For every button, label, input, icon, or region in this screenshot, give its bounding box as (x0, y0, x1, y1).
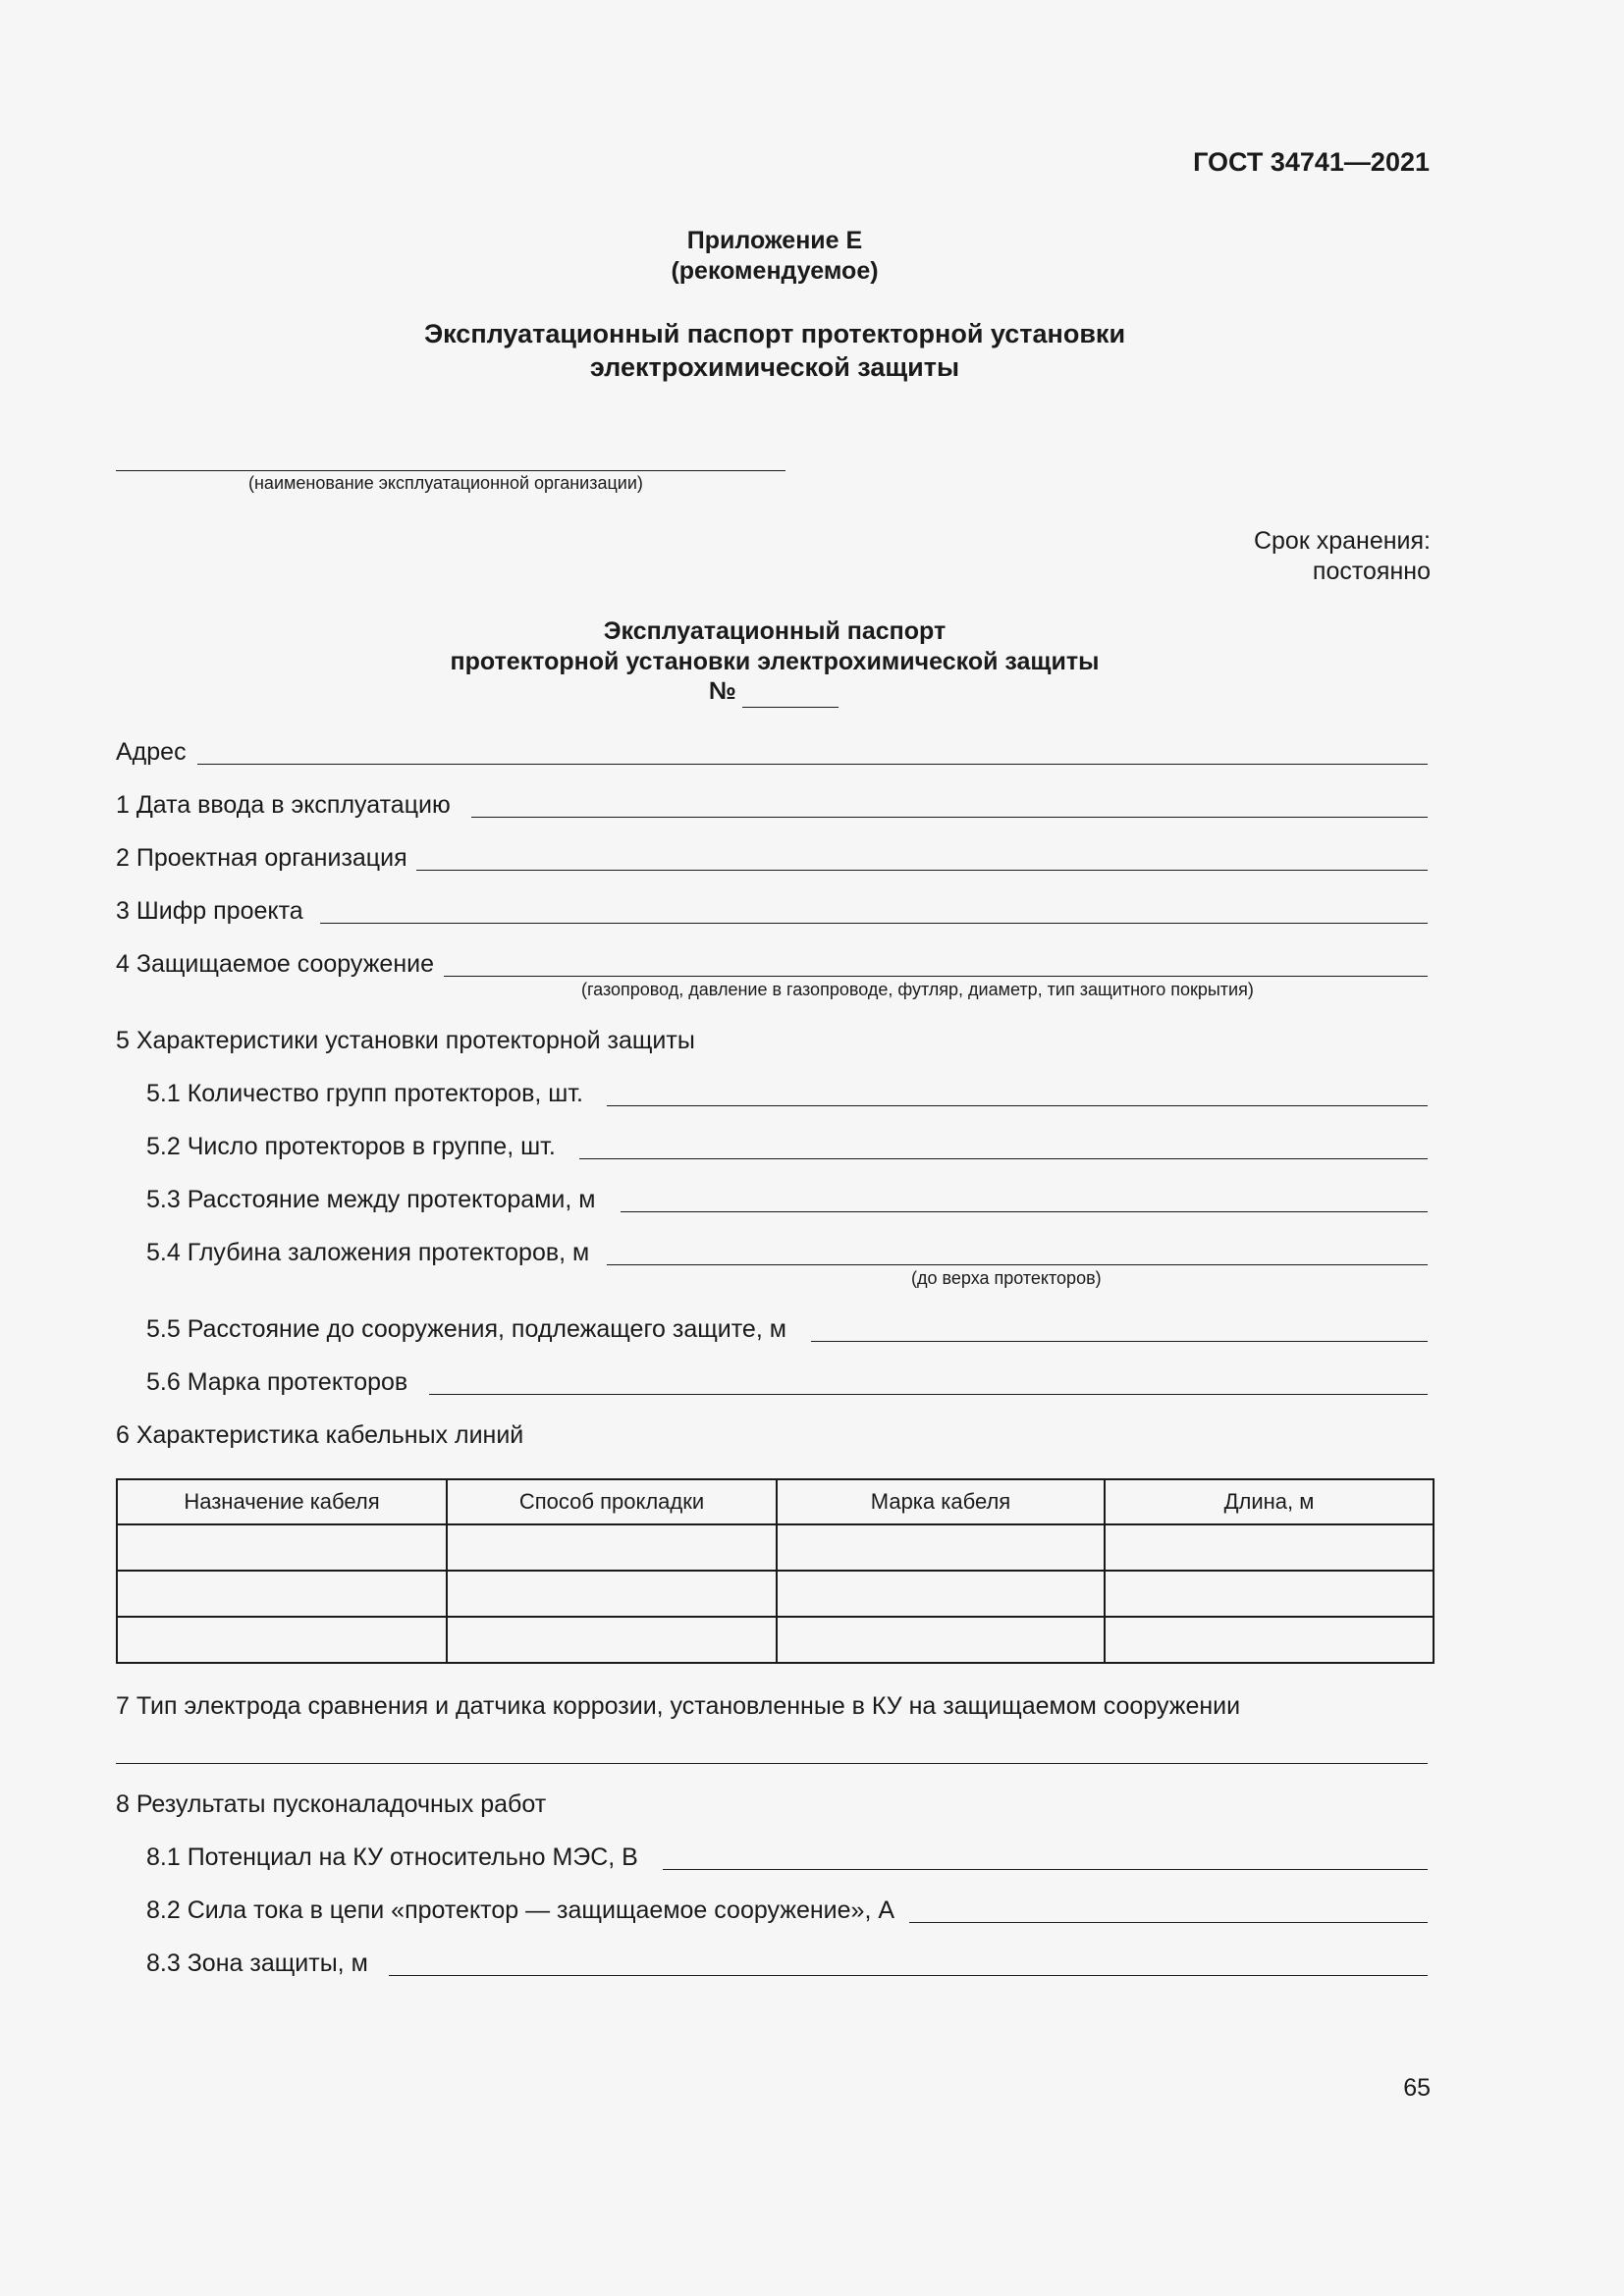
field-5-5-label: 5.5 Расстояние до сооружения, подлежащего защите, м (146, 1315, 786, 1343)
storage-value: постоянно (1312, 558, 1431, 585)
field-6-label: 6 Характеристика кабельных линий (116, 1421, 524, 1449)
field-4-label: 4 Защищаемое сооружение (116, 950, 434, 978)
field-4-line[interactable] (444, 976, 1428, 977)
field-3-label: 3 Шифр проекта (116, 897, 303, 925)
appendix-heading-line1: Эксплуатационный паспорт протекторной установки (423, 319, 1126, 348)
storage-label: Срок хранения: (1253, 527, 1431, 555)
organization-caption: (наименование эксплуатационной организации) (248, 473, 643, 493)
cable-table-header-length: Длина, м (1105, 1479, 1434, 1524)
address-label: Адрес (116, 738, 187, 766)
table-cell[interactable] (117, 1617, 447, 1663)
field-5-4-caption: (до верха протекторов) (911, 1268, 1102, 1288)
table-cell[interactable] (1105, 1617, 1434, 1663)
passport-title-line2: протекторной установки электрохимической защиты (450, 648, 1100, 675)
table-cell[interactable] (1105, 1524, 1434, 1571)
field-8-1-line[interactable] (663, 1869, 1428, 1870)
field-1-line[interactable] (471, 817, 1428, 818)
field-2-line[interactable] (416, 870, 1428, 871)
field-8-3-label: 8.3 Зона защиты, м (146, 1949, 368, 1977)
cable-table-header-purpose: Назначение кабеля (117, 1479, 447, 1524)
field-8-3-line[interactable] (389, 1975, 1428, 1976)
field-3-line[interactable] (320, 923, 1428, 924)
cable-table (116, 1478, 1435, 1664)
cable-table-header-brand: Марка кабеля (777, 1479, 1105, 1524)
standard-number: ГОСТ 34741—2021 (1193, 147, 1430, 177)
field-5-1-label: 5.1 Количество групп протекторов, шт. (146, 1080, 583, 1107)
appendix-title: Приложение Е (686, 227, 863, 254)
table-cell[interactable] (447, 1571, 777, 1617)
field-8-2-line[interactable] (909, 1922, 1428, 1923)
table-cell[interactable] (777, 1571, 1105, 1617)
table-cell[interactable] (777, 1524, 1105, 1571)
table-row (117, 1524, 1434, 1571)
field-4-caption: (газопровод, давление в газопроводе, футляр, диаметр, тип защитного покрытия) (581, 980, 1254, 999)
field-7-label: 7 Тип электрода сравнения и датчика коррозии, установленные в КУ на защищаемом сооружении (116, 1692, 1241, 1720)
cable-table-header-row (117, 1479, 1434, 1524)
table-cell[interactable] (447, 1617, 777, 1663)
field-2-label: 2 Проектная организация (116, 844, 407, 872)
field-5-label: 5 Характеристики установки протекторной защиты (116, 1027, 695, 1054)
field-5-3-label: 5.3 Расстояние между протекторами, м (146, 1186, 596, 1213)
field-5-1-line[interactable] (607, 1105, 1428, 1106)
organization-line[interactable] (116, 470, 785, 471)
field-5-4-label: 5.4 Глубина заложения протекторов, м (146, 1239, 590, 1266)
passport-number-label: № (709, 677, 736, 705)
table-cell[interactable] (1105, 1571, 1434, 1617)
appendix-status: (рекомендуемое) (671, 257, 879, 285)
table-cell[interactable] (117, 1571, 447, 1617)
field-5-2-line[interactable] (579, 1158, 1428, 1159)
passport-number-line[interactable] (742, 707, 839, 708)
field-5-5-line[interactable] (811, 1341, 1428, 1342)
table-cell[interactable] (447, 1524, 777, 1571)
field-8-label: 8 Результаты пусконаладочных работ (116, 1790, 547, 1818)
table-row (117, 1617, 1434, 1663)
field-5-6-label: 5.6 Марка протекторов (146, 1368, 408, 1396)
cable-table-header-laying: Способ прокладки (447, 1479, 777, 1524)
field-7-line[interactable] (116, 1763, 1428, 1764)
passport-title-line1: Эксплуатационный паспорт (603, 617, 947, 645)
field-8-1-label: 8.1 Потенциал на КУ относительно МЭС, В (146, 1843, 638, 1871)
field-8-2-label: 8.2 Сила тока в цепи «протектор — защищаемое сооружение», А (146, 1896, 895, 1924)
field-5-2-label: 5.2 Число протекторов в группе, шт. (146, 1133, 556, 1160)
page-number: 65 (1403, 2074, 1431, 2102)
table-cell[interactable] (777, 1617, 1105, 1663)
field-5-6-line[interactable] (429, 1394, 1428, 1395)
table-row (117, 1571, 1434, 1617)
address-line[interactable] (197, 764, 1428, 765)
field-5-4-line[interactable] (607, 1264, 1428, 1265)
appendix-heading-line2: электрохимической защиты (589, 352, 960, 382)
table-cell[interactable] (117, 1524, 447, 1571)
field-5-3-line[interactable] (621, 1211, 1428, 1212)
field-1-label: 1 Дата ввода в эксплуатацию (116, 791, 451, 819)
